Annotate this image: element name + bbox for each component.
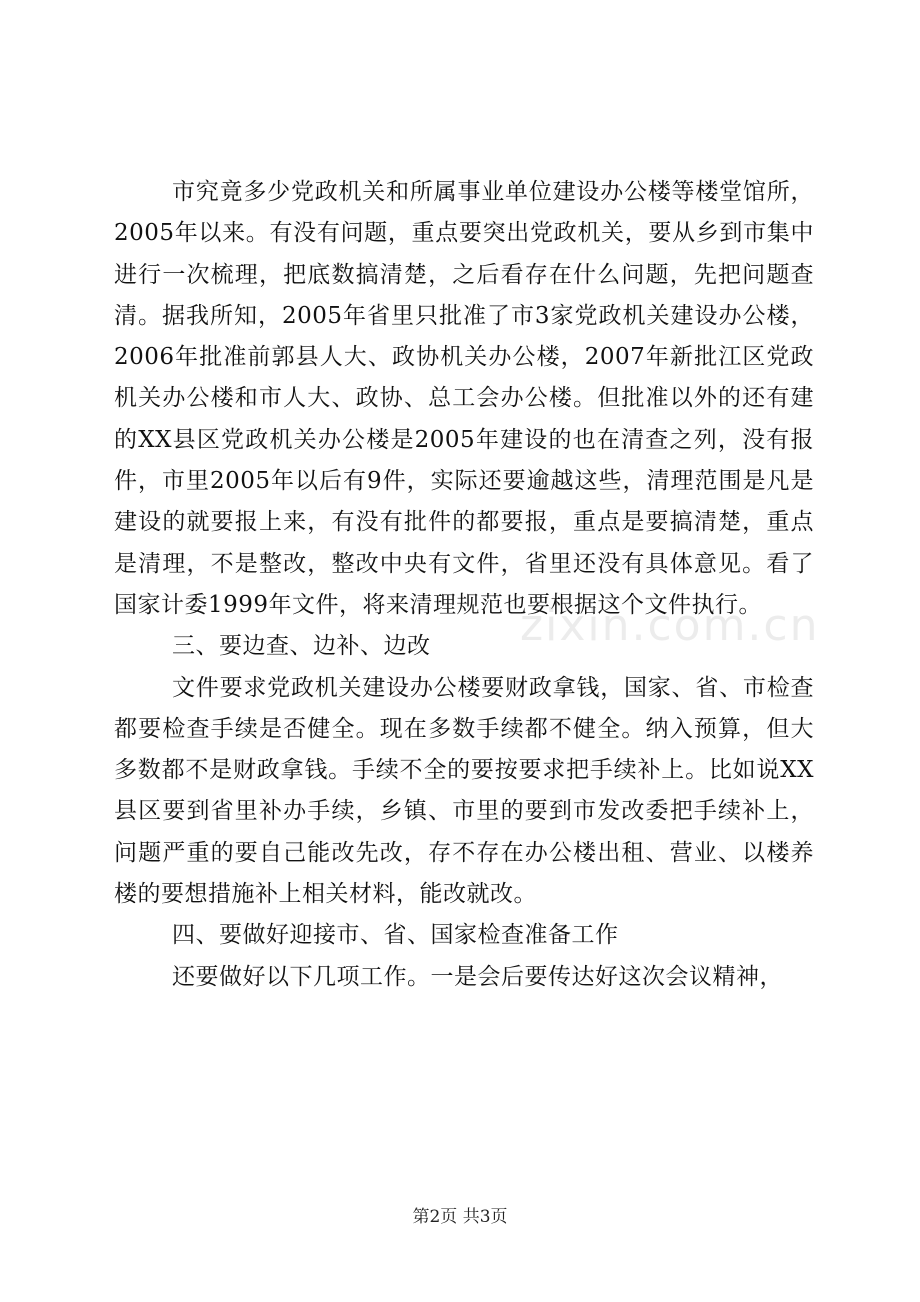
paragraph-2: 文件要求党政机关建设办公楼要财政拿钱，国家、省、市检查都要检查手续是否健全。现在多数手续都不健全。纳入预算，但大多数都不是财政拿钱。手续不全的要按要求把手续补上。比如说XX县区要到省里补办手续，乡镇、市里的要到市发改委把手续补上，问题严重的要自己能改先改，存不存在办公楼出租、营业、以楼养楼的要想措施补上相关材料，能改就改。 [114,674,814,908]
paragraph-3: 还要做好以下几项工作。一是会后要传达好这次会议精神， [172,963,783,990]
watermark: zixin.com.cn [520,600,820,651]
page-footer: 第2页 共3页 [412,1207,508,1227]
section-heading-3: 三、要边查、边补、边改 [172,633,431,660]
paragraph-1: 市究竟多少党政机关和所属事业单位建设办公楼等楼堂馆所，2005年以来。有没有问题，重点要突出党政机关，要从乡到市集中进行一次梳理，把底数搞清楚，之后看存在什么问题，先把问题查清。据我所知，2005年省里只批准了市3家党政机关建设办公楼，2006年批准前郭县人大、政协机关办公楼，2007年新批江区党政机关办公楼和市人大、政协、总工会办公楼。但批准以外的还有建的XX县区党政机关办公楼是2005年建设的也在清查之列，没有报件，市里2005年以后有9件，实际还要逾越这些，清理范围是凡是建设的就要报上来，有没有批件的都要报，重点是要搞清楚，重点是清理，不是整改，整改中央有文件，省里还没有具体意见。看了国家计委1999年文件，将来清理规范也要根据这个文件执行。 [114,179,814,618]
section-heading-4: 四、要做好迎接市、省、国家检查准备工作 [172,922,619,949]
document-body [114,172,814,998]
